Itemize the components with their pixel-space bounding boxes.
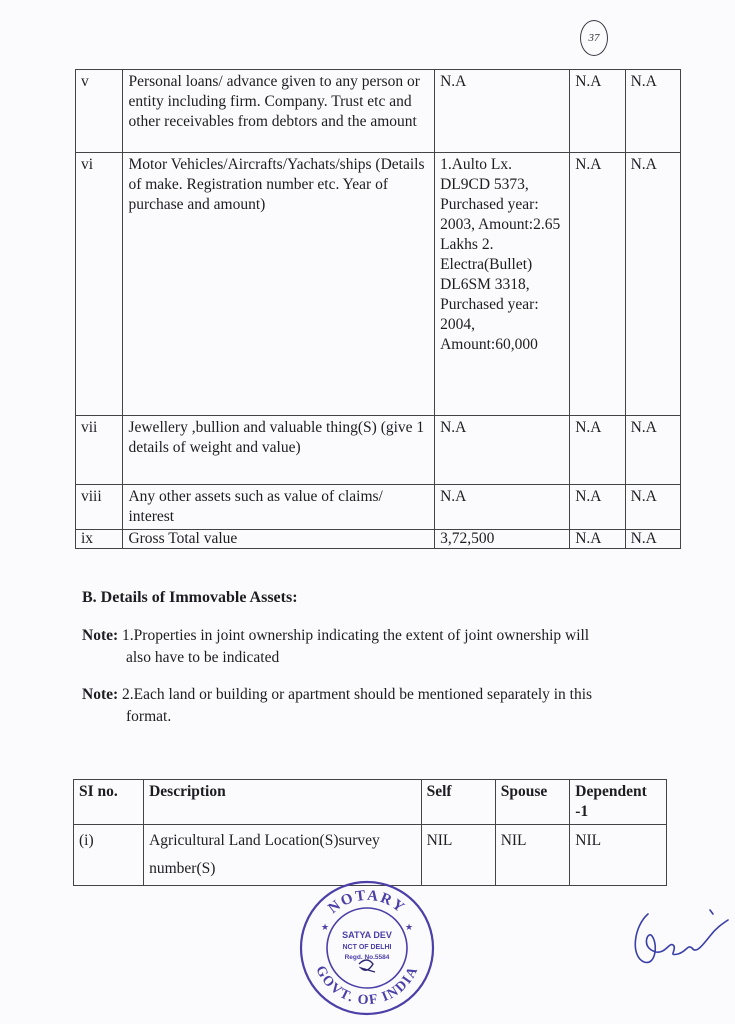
row-number: ix bbox=[76, 530, 123, 549]
row-self-value: N.A bbox=[435, 485, 570, 530]
row-dependent-value: NIL bbox=[570, 825, 667, 886]
note-label: Note: bbox=[82, 627, 119, 644]
header-dependent: Dependent -1 bbox=[570, 780, 667, 825]
row-dependent-value: N.A bbox=[625, 70, 680, 153]
row-dependent-value: N.A bbox=[625, 485, 680, 530]
row-dependent-value: N.A bbox=[625, 530, 680, 549]
svg-text:★: ★ bbox=[321, 922, 330, 932]
row-self-value: 3,72,500 bbox=[435, 530, 570, 549]
row-number: (i) bbox=[74, 825, 144, 886]
page-number: 37 bbox=[580, 20, 608, 56]
row-spouse-value: NIL bbox=[495, 825, 570, 886]
svg-text:NOTARY bbox=[325, 888, 408, 917]
table-row bbox=[76, 70, 681, 153]
row-description: Any other assets such as value of claims/ interest bbox=[123, 485, 435, 530]
row-dependent-value: N.A bbox=[625, 153, 680, 416]
table-header-row bbox=[74, 780, 667, 825]
row-dependent-value: N.A bbox=[625, 416, 680, 485]
row-description: Personal loans/ advance given to any person or entity including firm. Company. Trust etc and other receivables from debtors and the amount bbox=[123, 70, 435, 153]
table-row bbox=[76, 153, 681, 416]
immovable-assets-table bbox=[73, 779, 667, 886]
row-self-value: N.A bbox=[435, 70, 570, 153]
stamp-top-text: NOTARY bbox=[325, 887, 409, 917]
stamp-place: NCT OF DELHI bbox=[342, 944, 392, 951]
header-description: Description bbox=[144, 780, 421, 825]
note-text-continued: format. bbox=[126, 708, 172, 725]
stamp-regd: Regd. No.5584 bbox=[344, 954, 390, 961]
note-2 bbox=[82, 684, 672, 728]
note-text-continued: also have to be indicated bbox=[126, 649, 280, 666]
header-sl-no: SI no. bbox=[74, 780, 144, 825]
signature-icon bbox=[626, 896, 730, 974]
row-spouse-value: N.A bbox=[570, 70, 625, 153]
table-row bbox=[76, 530, 681, 549]
row-description: Jewellery ,bullion and valuable thing(S) (give 1 details of weight and value) bbox=[123, 416, 435, 485]
notary-stamp-icon bbox=[297, 878, 437, 1018]
table-row bbox=[76, 485, 681, 530]
row-description: Gross Total value bbox=[123, 530, 435, 549]
note-text: 1.Properties in joint ownership indicating the extent of joint ownership will bbox=[122, 627, 590, 644]
row-self-value: NIL bbox=[421, 825, 495, 886]
row-number: v bbox=[76, 70, 123, 153]
row-spouse-value: N.A bbox=[570, 153, 625, 416]
note-1 bbox=[82, 625, 672, 669]
row-number: viii bbox=[76, 485, 123, 530]
row-number: vi bbox=[76, 153, 123, 416]
header-self: Self bbox=[421, 780, 495, 825]
row-number: vii bbox=[76, 416, 123, 485]
svg-text:★: ★ bbox=[405, 922, 414, 932]
row-spouse-value: N.A bbox=[570, 485, 625, 530]
section-title: B. Details of Immovable Assets: bbox=[82, 589, 298, 606]
row-description: Agricultural Land Location(S)survey number(S) bbox=[144, 825, 421, 886]
row-self-value: 1.Aulto Lx. DL9CD 5373, Purchased year: 2003, Amount:2.65 Lakhs 2. Electra(Bullet) DL6SM 3318, Purchased year: 2004, Amount:60,000 bbox=[435, 153, 570, 416]
row-self-value: N.A bbox=[435, 416, 570, 485]
note-text: 2.Each land or building or apartment should be mentioned separately in this bbox=[122, 686, 593, 703]
note-label: Note: bbox=[82, 686, 119, 703]
stamp-name: SATYA DEV bbox=[342, 930, 392, 940]
movable-assets-table bbox=[75, 69, 681, 549]
table-row bbox=[76, 416, 681, 485]
stamp-bottom-text: GOVT. OF INDIA bbox=[312, 963, 422, 1009]
header-spouse: Spouse bbox=[495, 780, 570, 825]
row-description: Motor Vehicles/Aircrafts/Yachats/ships (Details of make. Registration number etc. Year of purchase and amount) bbox=[123, 153, 435, 416]
table-row bbox=[74, 825, 667, 886]
row-spouse-value: N.A bbox=[570, 530, 625, 549]
row-spouse-value: N.A bbox=[570, 416, 625, 485]
